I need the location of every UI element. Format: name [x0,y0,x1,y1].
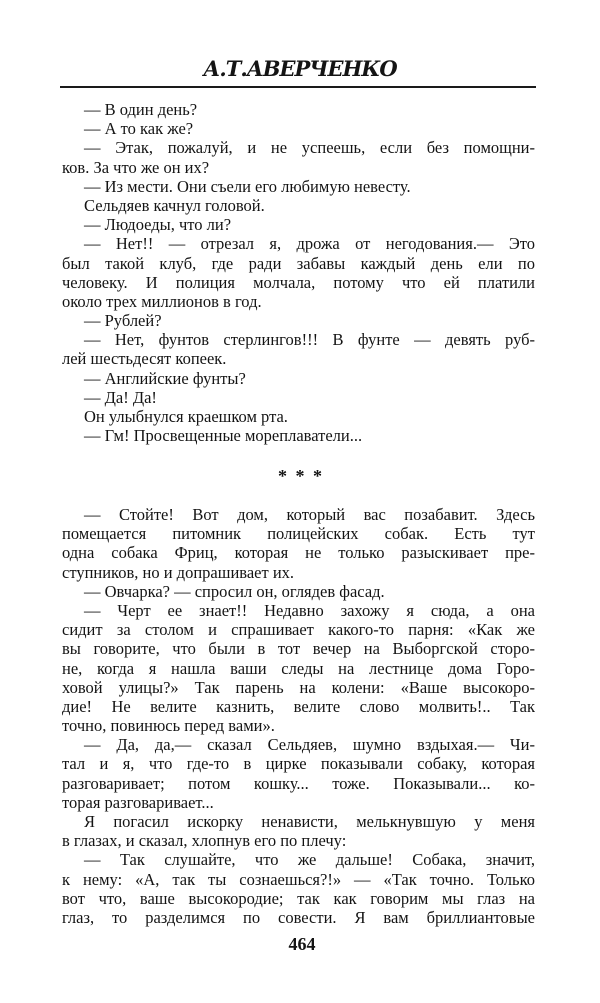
text-line: — Да, да,— сказал Сельдяев, шумно вздыхая.— Чи- [84,735,535,755]
text-line: около трех миллионов в год. [62,291,262,311]
text-line: — Так слушайте, что же дальше! Собака, значит, [84,850,535,870]
text-line: вот что, ваше высокородие; так как говорим мы глаз на [62,888,535,908]
text-line: Сельдяев качнул головой. [84,195,265,215]
section-separator: * * * [278,466,322,486]
page-number: 464 [288,934,316,954]
text-line: сидит за столом и спрашивает какого-то парня: «Как же [62,620,535,640]
text-line: — Овчарка? — спросил он, оглядев фасад. [84,581,385,601]
text-line: дие! Не велите казнить, велите слово молвить!.. Так [62,696,535,716]
text-line: точно, повинюсь перед вами». [62,716,275,736]
text-line: — Людоеды, что ли? [84,215,232,235]
text-line: тал и я, что где-то в цирке показывали собаку, которая [62,754,535,774]
text-line: ков. За что же он их? [62,157,210,177]
text-line: — Этак, пожалуй, и не успеешь, если без помощни- [84,138,535,158]
text-line: — Нет, фунтов стерлингов!!! В фунте — девять руб- [84,330,535,350]
text-line: одна собака Фриц, которая не только разыскивает пре- [62,543,535,563]
text-line: не, когда я нашла ваши следы на лестнице дома Горо- [62,658,535,678]
text-line: человеку. И полиция молчала, потому что ей платили [62,272,535,292]
text-line: Он улыбнулся краешком рта. [84,407,288,426]
text-section-1 [62,100,535,445]
text-line: — Английские фунты? [84,368,246,388]
text-line: к нему: «А, так ты сознаешься?!» — «Так точно. Только [62,869,535,889]
text-line: лей шестьдесят копеек. [62,349,227,369]
text-line: разговаривает; потом кошку... тоже. Показывали... ко- [62,773,535,793]
text-section-2 [62,505,535,927]
text-line: торая разговаривает... [62,792,214,812]
author-logo: А.Т.АВЕРЧЕНКО [203,56,397,81]
text-line: — Черт ее знает!! Недавно захожу я сюда, а она [84,600,535,620]
text-line: помещается питомник полицейских собак. Есть тут [62,524,535,544]
text-line: ступников, но и допрашивает их. [62,562,295,582]
text-line: — Да! Да! [84,387,157,407]
text-line: ховой улицы?» Так парень на колени: «Ваше высокоро- [62,677,535,697]
text-line: — Стойте! Вот дом, который вас позабавит. Здесь [84,505,535,524]
text-line: — Рублей? [84,311,162,331]
text-line: — Из мести. Они съели его любимую невесту. [84,176,411,196]
text-line: был такой клуб, где ради забавы каждый день ели по [62,253,535,273]
text-line: — Нет!! — отрезал я, дрожа от негодования.— Это [84,234,535,254]
text-line: — А то как же? [84,119,194,139]
text-line: — В один день? [84,100,198,119]
text-line: в глазах, и сказал, хлопнув его по плечу: [62,831,347,851]
header-rule [60,86,536,88]
text-line: Я погасил искорку ненависти, мелькнувшую у меня [84,812,535,831]
text-line: — Гм! Просвещенные мореплаватели... [84,426,363,446]
text-line: глаз, то разделимся по совести. Я вам бриллиантовые [62,907,535,927]
text-line: вы говорите, что были в тот вечер на Выборгской сторо- [62,639,535,659]
